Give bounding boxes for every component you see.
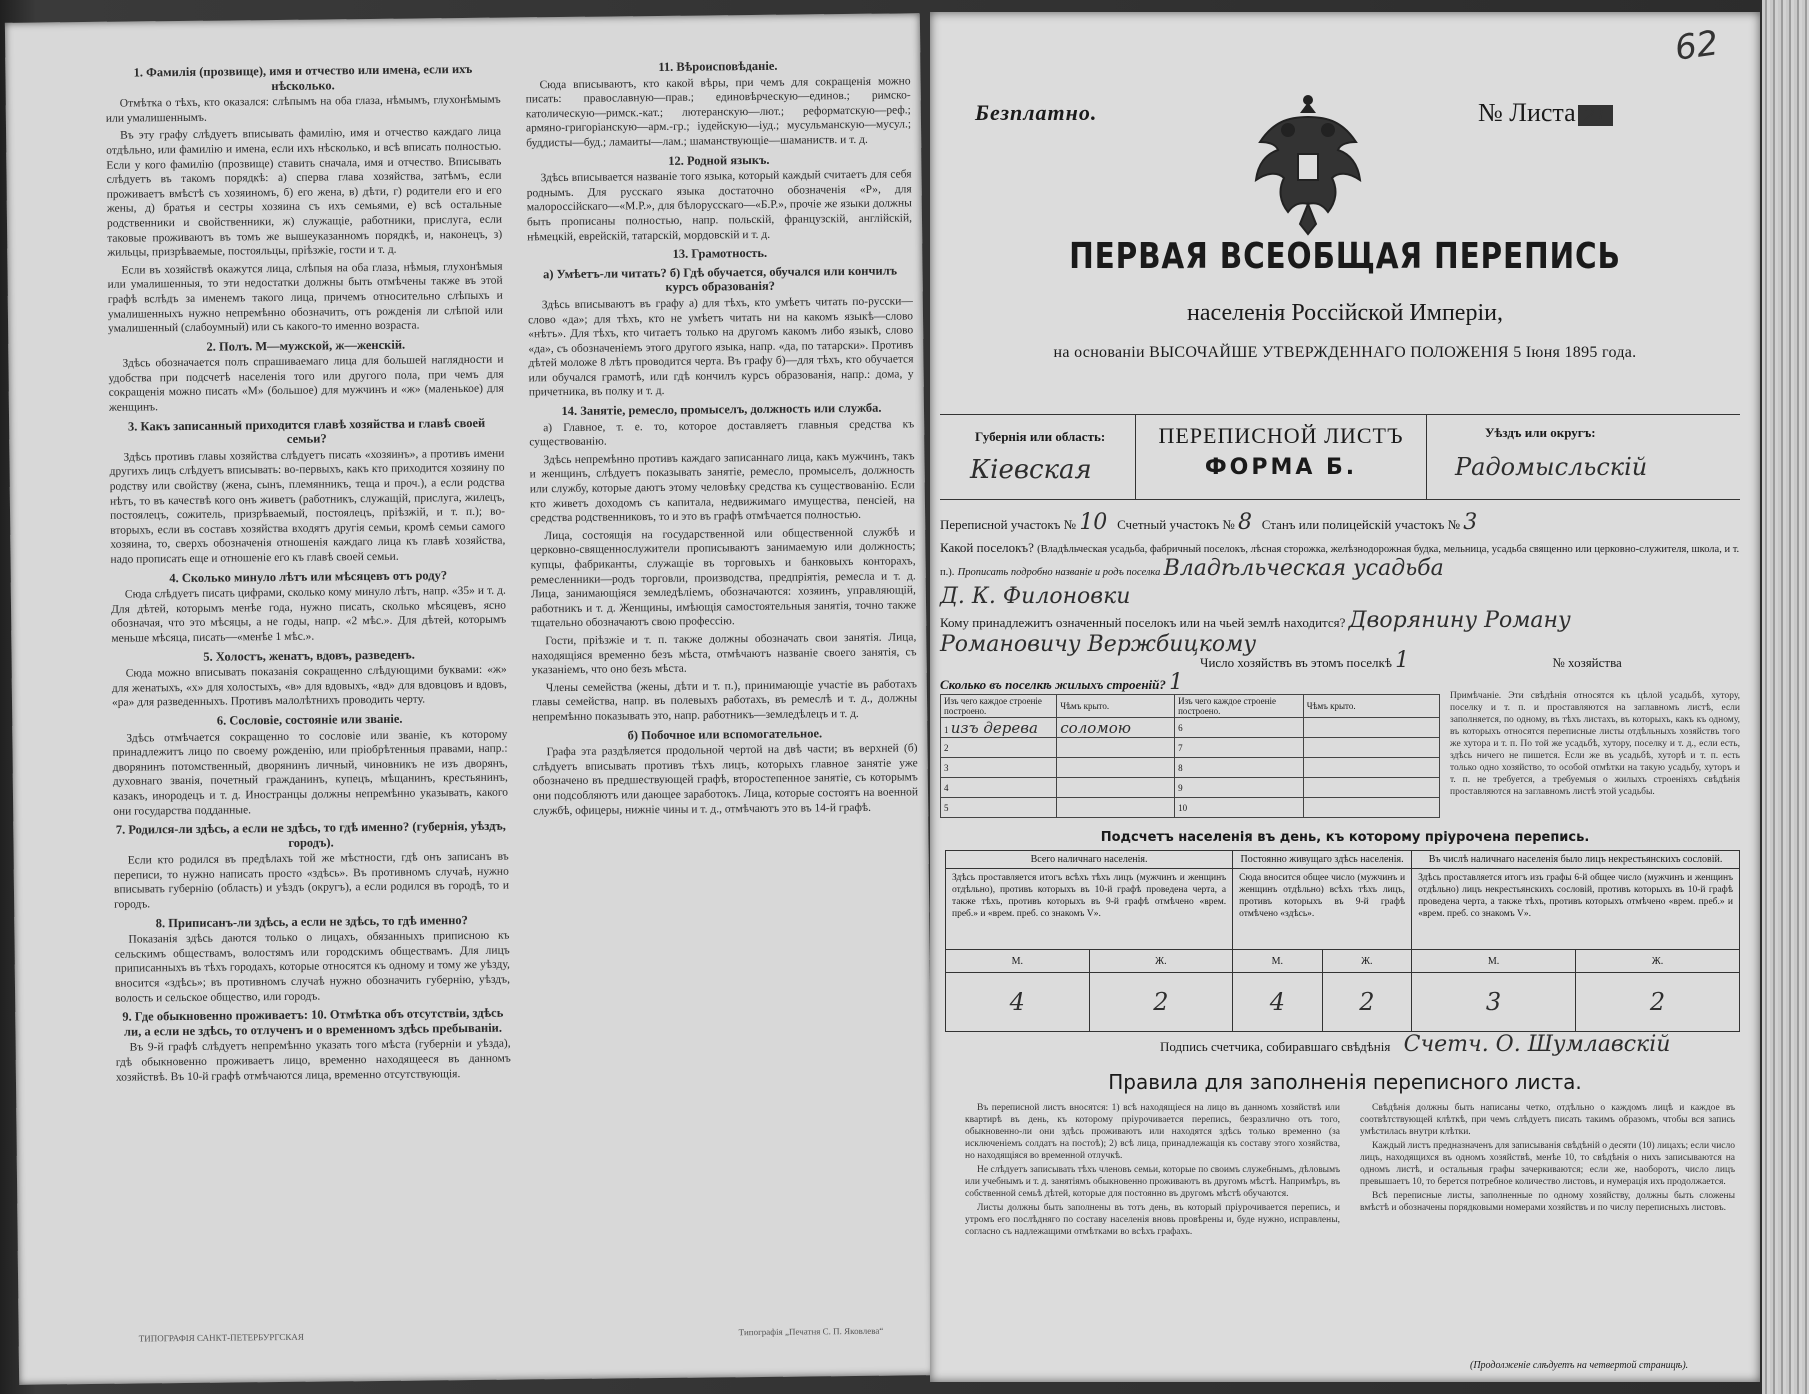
row-number: 8 xyxy=(1175,758,1304,778)
right-page xyxy=(930,12,1760,1382)
sheet-number-label: № Листа xyxy=(1478,98,1576,127)
settlement-value-line xyxy=(940,584,1750,609)
sheet-number-value: 21 xyxy=(1578,105,1613,126)
printer-imprint-right: Типографія „Печатня С. П. Яковлева“ xyxy=(738,1325,884,1338)
instruction-paragraph: Члены семейства (жены, дѣти и т. п.), принимающіе участіе въ работахъ главы семейства, напр. въ полевыхъ работахъ, въ ремеслѣ и т. д., должны непремѣнно показывать это, напр. работникъ—земледѣлецъ и т. д. xyxy=(531,678,918,724)
rules-title: Правила для заполненія переписного листа. xyxy=(1108,1070,1582,1094)
table-row xyxy=(941,778,1440,798)
population-count-title: Подсчетъ населенія въ день, къ которому пріурочена перепись. xyxy=(1100,830,1590,845)
row-number: 7 xyxy=(1175,738,1304,758)
permanent-male-value: 4 xyxy=(1233,973,1322,1032)
instruction-paragraph: Отмѣтка о тѣхъ, кто оказался: слѣпымъ на оба глаза, нѣмымъ, глухонѣмымъ или умалишеннымъ. xyxy=(105,93,501,125)
sheet-number xyxy=(1478,98,1613,128)
province-cell xyxy=(940,415,1135,499)
owner-value-2: Романовичу Вержбицкому xyxy=(940,632,1257,657)
enumerator-signature-line xyxy=(1160,1032,1670,1057)
instruction-heading: 2. Полъ. М—мужской, ж—женскій. xyxy=(206,337,406,354)
instruction-heading: 9. Где обыкновенно проживаетъ: 10. Отмѣтка объ отсутствіи, здѣсь ли, а если не здѣсь, то отлученъ и о временномъ здѣсь пребываніи. xyxy=(122,1005,504,1039)
rules-paragraph: Въ переписной листъ вносятся: 1) всѣ находящіеся на лицо въ данномъ хозяйствѣ или квартирѣ въ день, къ которому пріурочивается перепись, безразлично отъ того, обыкновенно-ли они здѣсь проживаютъ или находятся здѣсь только временно (за исключеніемъ солдатъ на постоѣ); 2) всѣ лица, принадлежащія къ составу этого хозяйства, но находящіяся во временной отлучкѣ. xyxy=(965,1103,1340,1161)
rules-paragraph: Всѣ переписные листы, заполненные по одному хозяйству, должны быть сложены вмѣстѣ и обозначены порядковыми номерами хозяйствъ и по числу переписныхъ листовъ. xyxy=(1360,1191,1735,1213)
settlement-value-2: Д. К. Филоновки xyxy=(940,584,1131,609)
settlement-hint: (Владѣльческая усадьба, фабричный поселокъ, лѣсная сторожка, желѣзнодорожная будка, мельница, усадьба священно или церковно-служителя, школа, и т. п.). xyxy=(940,544,1740,578)
instruction-heading: 12. Родной языкъ. xyxy=(668,152,770,168)
instruction-heading: 7. Родился-ли здѣсь, а если не здѣсь, то гдѣ именно? (губернія, уѣздъ, городъ). xyxy=(115,818,506,850)
form-type-cell xyxy=(1135,415,1427,499)
male-header: М. xyxy=(1412,950,1576,973)
instruction-paragraph: Здѣсь вписывается названіе того языка, который каждый считаетъ для себя роднымъ. Для русскаго языка достаточно обозначенія «Р», для малороссійскаго—«М.Р.», для бѣлорусскаго—«Б.Р.», прочіе же языки должны быть прописаны полностью, напр. польскій, французскій, англійскій, нѣмецкій, еврейскій, татарскій, мордовскій и т. д. xyxy=(526,168,913,243)
female-header: Ж. xyxy=(1576,950,1740,973)
rules-paragraph: Листы должны быть заполнены въ тотъ день, въ который пріурочивается перепись, и утромъ его послѣдняго по составу населенія вновь провѣрены и, буде нужно, исправлены, согласно съ надлежащими отмѣтками во всѣхъ графахъ. xyxy=(965,1203,1340,1237)
instruction-heading: 4. Сколько минуло лѣтъ или мѣсяцевъ отъ роду? xyxy=(169,567,448,585)
owner-line xyxy=(940,608,1750,633)
instruction-paragraph: Сюда можно вписывать показанія сокращенно слѣдующими буквами: «ж» для женатыхъ, «х» для холостыхъ, «в» для вдовыхъ, «вд» для вдовцовъ и вдовъ, «ра» для разведенныхъ. Противъ малолѣтнихъ проводить черту. xyxy=(111,663,507,710)
female-header: Ж. xyxy=(1322,950,1411,973)
settlement-question xyxy=(940,540,1750,581)
rules-paragraph: Не слѣдуетъ записывать тѣхъ членовъ семьи, которые по своимъ служебнымъ, дѣловымъ или учебнымъ и т. д. занятіямъ обыкновенно проживаютъ въ другомъ мѣстѣ. Напримѣръ, въ собственной семьѣ дѣтей, которые для постоянно въ другомъ мѣстѣ обучаются. xyxy=(965,1165,1340,1199)
signature-label: Подпись счетчика, собиравшаго свѣдѣнія xyxy=(1160,1039,1391,1054)
instruction-paragraph: Въ эту графу слѣдуетъ вписывать фамилію, имя и отчество каждаго лица отдѣльно, или фамилію и имена, если ихъ нѣсколько, и всѣ вписать полностью. Если у кого фамилію (прозвище) ставить сначала, имя и отчество. Вписывать слѣдуетъ въ такомъ порядкѣ: а) сперва глава хозяйства, затѣмъ, если проживаетъ вмѣстѣ съ хозяиномъ, б) его жена, в) дѣти, г) родители его и его жены, д) братья и сестры хозяина съ ихъ семьями, е) всѣ остальные родственники и свойственники, ж) служащіе, работники, прислуга, если таковые проживаютъ въ томъ же вышеуказанномъ порядкѣ, и, наконецъ, з) жильцы, призрѣваемые, постояльцы, пріѣзжіе, гости и т. д. xyxy=(106,126,503,259)
row-number: 3 xyxy=(941,758,1057,778)
instruction-paragraph: Если кто родился въ предѣлахъ той же мѣстности, гдѣ онъ записанъ въ переписи, то нужно написать просто «здѣсь». Въ противномъ случаѣ, нужно вписывать губернію (область) и уѣздъ (округъ), а если родился въ городѣ, то и городъ. xyxy=(113,850,510,911)
female-header: Ж. xyxy=(1089,950,1233,973)
instruction-paragraph: Здѣсь непремѣнно противъ каждаго записаннаго лица, какъ мужчинъ, такъ и женщинъ, слѣдуетъ показывать занятіе, ремесло, промыселъ, должность или службу, которые даютъ этому человѣку средства къ существованію. Если кто живетъ доходомъ съ капитала, недвижимаго имущества, пенсіей, на средства родственниковъ, то и это въ графѣ отмѣчается полностью. xyxy=(529,450,916,525)
printer-imprint-left: ТИПОГРАФІЯ САНКТ-ПЕТЕРБУРГСКАЯ xyxy=(138,1331,304,1344)
district-label: Уѣздъ или округъ: xyxy=(1485,425,1596,440)
left-page xyxy=(5,13,934,1385)
police-value: 3 xyxy=(1463,510,1478,535)
free-label: Безплатно. xyxy=(975,100,1098,125)
district-cell xyxy=(1425,415,1740,499)
instruction-heading: 6. Сословіе, состояніе или званіе. xyxy=(216,711,403,728)
rules-column-1 xyxy=(965,1102,1340,1240)
buildings-value: 1 xyxy=(1169,670,1184,695)
row1-roof: соломою xyxy=(1057,718,1175,738)
permanent-female-value: 2 xyxy=(1322,973,1411,1032)
province-label: Губернія или область: xyxy=(975,429,1106,444)
buildings-label: Сколько въ поселкѣ жилыхъ строеній? xyxy=(940,677,1166,692)
instruction-paragraph: Сюда вписываютъ, кто какой вѣры, при чемъ для сокращенія можно писать: православную—прав.; единовѣрческую—единов.; римско-католическую—римск.-кат.; лютеранскую—лют.; реформатскую—реф.; армяно-григоріанскую—арм.-гр.; іудейскую—іуд.; мусульманскую—мусул.; буддисты—буд.; ламаиты—лам.; шаманствующіе—шаманиств. и т. д. xyxy=(525,74,912,150)
male-header: М. xyxy=(1233,950,1322,973)
build-col-material: Изъ чего каждое строеніе построено. xyxy=(941,695,1057,718)
owner-question: Кому принадлежитъ означенный поселокъ или на чьей землѣ находится? xyxy=(940,615,1346,630)
pop-col-total: Всего наличнаго населенія. xyxy=(946,851,1233,869)
build-col-material-2: Изъ чего каждое строеніе построено. xyxy=(1175,695,1304,718)
table-row xyxy=(941,798,1440,818)
instruction-paragraph: Здѣсь вписываютъ въ графу а) для тѣхъ, кто умѣетъ читать по-русски—слово «да»; для тѣхъ, кто не умѣетъ читать ни на какомъ языкѣ—слово «нѣтъ». Для тѣхъ, кто читаетъ только на другомъ какомъ либо языкѣ, слово «да», съ обозначеніемъ этого другого языка, напр. «да, по татарски». Противъ дѣтей моложе 8 лѣтъ проводится черта. Въ графу б)—для тѣхъ, кто обучается или обучался грамотѣ, или гдѣ кончилъ курсъ образованія, напр.: дома, у причетника, въ полку и т. д. xyxy=(527,295,914,399)
form-header-box xyxy=(940,414,1740,500)
total-male-value: 4 xyxy=(946,973,1090,1032)
instruction-heading: 3. Какъ записанный приходится главѣ хозяйства и главѣ своей семьи? xyxy=(127,415,486,447)
pop-desc-non-peasant: Здѣсь проставляется итогъ изъ графы 6-й общее число (мужчинъ и женщинъ отдѣльно) лицъ некрестьянскихъ сословій, противъ которыхъ въ 10-й графѣ проведена черта, а также тѣхъ, противъ которыхъ отмѣчено «врем. преб.» и «врем. преб. со знакомъ V». xyxy=(1412,869,1740,950)
double-headed-eagle-emblem xyxy=(1248,92,1368,242)
non-peasant-male-value: 3 xyxy=(1412,973,1576,1032)
instruction-heading: 13. Грамотность. xyxy=(672,245,768,261)
stacked-pages-edge xyxy=(1762,0,1809,1394)
rules-column-2 xyxy=(1360,1102,1735,1216)
table-row xyxy=(941,718,1440,738)
row-number: 9 xyxy=(1175,778,1304,798)
instruction-heading: 8. Приписанъ-ли здѣсь, а если не здѣсь, то гдѣ именно? xyxy=(155,912,468,930)
instruction-paragraph: Здѣсь обозначается полъ спрашиваемаго лица для большей наглядности и удобства при подсчетѣ населенія того или другого пола, при чемъ для сокращенія можно писать «М» (большое) для мужчинъ и «ж» (маленькое) для женщинъ. xyxy=(108,353,504,414)
section-label: Переписной участокъ № xyxy=(940,517,1077,532)
rules-paragraph: Свѣдѣнія должны быть написаны четко, отдѣльно о каждомъ лицѣ и каждое въ соотвѣтствующей клѣткѣ, при чемъ слѣдуетъ писать такимъ образомъ, чтобы вся запись умѣстилась внутри клѣтки. xyxy=(1360,1103,1735,1137)
row-number: 1 xyxy=(944,724,949,735)
police-label: Станъ или полицейскій участокъ № xyxy=(1261,517,1461,532)
continued-note: (Продолженіе слѣдуетъ на четвертой страницѣ). xyxy=(1470,1360,1689,1371)
instruction-heading: 1. Фамилія (прозвище), имя и отчество или имена, если ихъ нѣсколько. xyxy=(133,61,473,93)
row-number: 5 xyxy=(941,798,1057,818)
instruction-paragraph: а) Главное, т. е. то, которое доставляетъ главныя средства къ существованію. xyxy=(529,417,915,449)
census-decree-line: на основаніи ВЫСОЧАЙШЕ УТВЕРЖДЕННАГО ПОЛОЖЕНІЯ 5 Іюня 1895 года. xyxy=(1053,344,1637,361)
settlement-value-1: Владѣльческая усадьба xyxy=(1163,556,1444,581)
signature-value: Счетч. О. Шумлавскій xyxy=(1403,1032,1671,1057)
instruction-heading: 5. Холостъ, женатъ, вдовъ, разведенъ. xyxy=(203,647,415,664)
instruction-heading: а) Умѣетъ-ли читать? б) Гдѣ обучается, обучался или кончилъ курсъ образованія? xyxy=(542,263,898,295)
instruction-heading: 14. Занятіе, ремесло, промыселъ, должность или служба. xyxy=(561,400,882,419)
district-value: Радомысльскій xyxy=(1455,453,1648,481)
table-row xyxy=(941,758,1440,778)
instruction-paragraph: Лица, состоящія на государственной или общественной службѣ и церковно-священнослужители прописываютъ занимаемую или должность; купцы, фабриканты, служащіе въ торговыхъ и банковыхъ конторахъ, ремесленники—родъ торговли, производства, предпріятія, ремесла и т. д. Лица, занимающіяся земледѣліемъ, обозначаются: хозяинъ, управляющій, работникъ и т. д. Женщины, имѣющія самостоятельныя занятія, точно также тщательно обозначаютъ свою профессію. xyxy=(530,526,917,630)
buildings-note: Примѣчаніе. Эти свѣдѣнія относятся къ цѣлой усадьбѣ, хутору, поселку и т. п. и проставляются на заглавномъ листѣ, если заполняется, по одному, въ тѣхъ листахъ, въ которыхъ, какъ къ одному, въ которыхъ относятся переписные листы отдѣльныхъ хозяйствъ того же хутора и т. п. По той же усадьбѣ, хутору, поселку и т. д., если есть, здѣсь ничего не пишется. Если же въ усадьбѣ, хуторѣ и т. п. есть только одно хозяйство, то особой отмѣтки на такую усадьбу, хуторъ и т. п. не требуется, а требуемыя о жилыхъ строеніяхъ свѣдѣнія проставляются на заглавномъ листѣ этой усадьбы. xyxy=(1450,691,1740,797)
population-table xyxy=(945,850,1740,1032)
instruction-paragraph: Показанія здѣсь даются только о лицахъ, обязанныхъ приписною къ сельскимъ обществамъ, волостямъ или городскимъ обществамъ. Для лицъ приписанныхъ въ тѣхъ городахъ, которые относятся къ одному и тому же уѣзду, вносится «здѣсь»; въ противномъ случаѣ нужно обозначить губернію, уѣздъ, волость и сельское общество, или городъ. xyxy=(114,929,511,1005)
build-col-roof: Чѣмъ крыто. xyxy=(1057,695,1175,718)
instruction-heading: б) Побочное или вспомогательное. xyxy=(627,725,823,742)
household-count-value: 1 xyxy=(1395,648,1410,673)
household-no-label: № хозяйства xyxy=(1552,655,1622,670)
instruction-paragraph: Здѣсь противъ главы хозяйства слѣдуетъ писать «хозяинъ», а противъ имени другихъ лицъ слѣдуетъ вписывать: во-первыхъ, какъ кто приходится хозяину по родству или свойству (жена, сынъ, племянникъ, теща и проч.), а если родства нѣтъ, то въ качествѣ кого онъ живетъ (работникъ, служащій, прислуга, жилецъ, постоялецъ, сожитель, призрѣваемый, постоялецъ, пріѣзжій, и т. п.); во-вторыхъ, если въ составъ хозяйства входятъ другія семьи, кромѣ семьи самого хозяина, то, сверхъ обозначенія отношенія каждаго лица къ главѣ хозяйства, надо прописать еще и отношеніе его къ главѣ своей семьи. xyxy=(109,447,506,566)
province-value: Кіевская xyxy=(970,455,1092,485)
row-number: 2 xyxy=(941,738,1057,758)
male-header: М. xyxy=(946,950,1090,973)
row-number: 4 xyxy=(941,778,1057,798)
row-number: 6 xyxy=(1175,718,1304,738)
census-subtitle: населенія Россійской Имперіи, xyxy=(1187,300,1503,326)
census-title: ПЕРВАЯ ВСЕОБЩАЯ ПЕРЕПИСЬ xyxy=(1069,236,1621,277)
count-value: 8 xyxy=(1237,510,1252,535)
instructions-column-1 xyxy=(105,58,511,1088)
count-label: Счетный участокъ № xyxy=(1117,517,1235,532)
instruction-paragraph: Сюда слѣдуетъ писать цифрами, сколько кому минуло лѣтъ, напр. «35» и т. д. Для дѣтей, которымъ менѣе года, нужно писать, сколько мѣсяцевъ, ясно обозначая, что это мѣсяцы, а не годы, напр. «2 мѣс.». Для дѣтей, которымъ меньше мѣсяца, писать—«менѣе 1 мѣс.». xyxy=(110,584,507,645)
pop-desc-total: Здѣсь проставляется итогъ всѣхъ тѣхъ лицъ (мужчинъ и женщинъ отдѣльно), противъ которыхъ въ 10-й графѣ проведена черта, а также тѣхъ, противъ которыхъ въ 9-й графѣ отмѣчено «врем. преб.» и «врем. преб. со знакомъ V». xyxy=(946,869,1233,950)
instruction-paragraph: Графа эта раздѣляется продольной чертой на двѣ части; въ верхней (б) слѣдуетъ вписывать противъ тѣхъ лицъ, которыхъ главное занятіе уже обозначено въ предшествующей графѣ, второстепенное занятіе, съ которымъ они подсобляютъ или дающее заработокъ. Лица, которые состоятъ на военной службѣ, офицеры, нижніе чины и т. д., отмѣчаютъ это въ 14-й графѣ. xyxy=(532,742,919,817)
census-section-line xyxy=(940,510,1750,535)
pop-desc-permanent: Сюда вносится общее число (мужчинъ и женщинъ отдѣльно) всѣхъ тѣхъ лицъ, противъ которыхъ въ 9-й графѣ отмѣчено «здѣсь». xyxy=(1233,869,1412,950)
form-letter: ФОРМА Б. xyxy=(1204,455,1358,480)
row-number: 10 xyxy=(1175,798,1304,818)
row1-material: изъ дерева xyxy=(950,718,1038,737)
instructions-column-2 xyxy=(525,53,918,821)
pop-col-non-peasant: Въ числѣ наличнаго населенія было лицъ некрестьянскихъ сословій. xyxy=(1412,851,1740,869)
instruction-paragraph: Въ 9-й графѣ слѣдуетъ непремѣнно указать того мѣста (губерніи и уѣзда), гдѣ обыкновенно проживаетъ лицо, временно находящееся въ данномъ хозяйствѣ. Въ 10-й графѣ отмѣчаются лица, временно отсутствующія. xyxy=(115,1037,511,1084)
total-female-value: 2 xyxy=(1089,973,1233,1032)
instruction-heading: 11. Вѣроисповѣданіе. xyxy=(658,58,778,74)
non-peasant-female-value: 2 xyxy=(1576,973,1740,1032)
page-number: 62 xyxy=(1672,23,1721,69)
instruction-paragraph: Если въ хозяйствѣ окажутся лица, слѣпыя на оба глаза, нѣмыя, глухонѣмыя или умалишенныя, то эти недостатки должны быть отмѣчены также въ этой графѣ вслѣдъ за именемъ такого лица, причемъ относительно слѣпыхъ и умалишенныхъ нужно непремѣнно обозначить, отъ рожденія ли слѣпой или умалишенный (слабоумный) или съ какого-то именно возраста. xyxy=(107,260,503,335)
settlement-q-label: Какой поселокъ? xyxy=(940,540,1034,555)
pop-col-permanent: Постоянно живущаго здѣсь населенія. xyxy=(1233,851,1412,869)
table-row xyxy=(941,738,1440,758)
rules-paragraph: Каждый листъ предназначенъ для записыванія свѣдѣній о десяти (10) лицахъ; если число лицъ, находящихся въ одномъ хозяйствѣ, менѣе 10, то свѣдѣнія о нихъ записываются на одномъ листѣ, и остальныя графы зачеркиваются; если же, наоборотъ, число лицъ превышаетъ 10, то берется потребное количество листовъ, и нумерація ихъ продолжается. xyxy=(1360,1141,1735,1187)
sheet-type: ПЕРЕПИСНОЙ ЛИСТЪ xyxy=(1158,423,1404,448)
buildings-table xyxy=(940,694,1440,818)
household-count-label: Число хозяйствъ въ этомъ поселкѣ xyxy=(1200,655,1392,670)
build-col-roof-2: Чѣмъ крыто. xyxy=(1303,695,1439,718)
owner-value-1: Дворянину Роману xyxy=(1348,608,1571,633)
instruction-paragraph: Гости, пріѣзжіе и т. п. также должны обозначать свои занятія. Лица, находящіяся временно безъ мѣста, отмѣчаютъ названіе своего занятія, съ указаніемъ, что оно безъ мѣста. xyxy=(531,631,917,677)
instruction-paragraph: Здѣсь отмѣчается сокращенно то сословіе или званіе, къ которому принадлежитъ лицо по своему рожденію, или пріобрѣтенныя правами, напр.: дворянинъ потомственный, дворянинъ личный, чиновникъ не изъ дворянъ, духовнаго званія, почетный гражданинъ, купецъ, мѣщанинъ, крестьянинъ, казакъ, инородецъ и т. д. Иностранцы должны непремѣнно указывать, какого они государства подданные. xyxy=(112,728,509,818)
section-value: 10 xyxy=(1079,510,1108,535)
settlement-hint-2: Прописать подробно названіе и родъ поселка xyxy=(957,567,1161,578)
